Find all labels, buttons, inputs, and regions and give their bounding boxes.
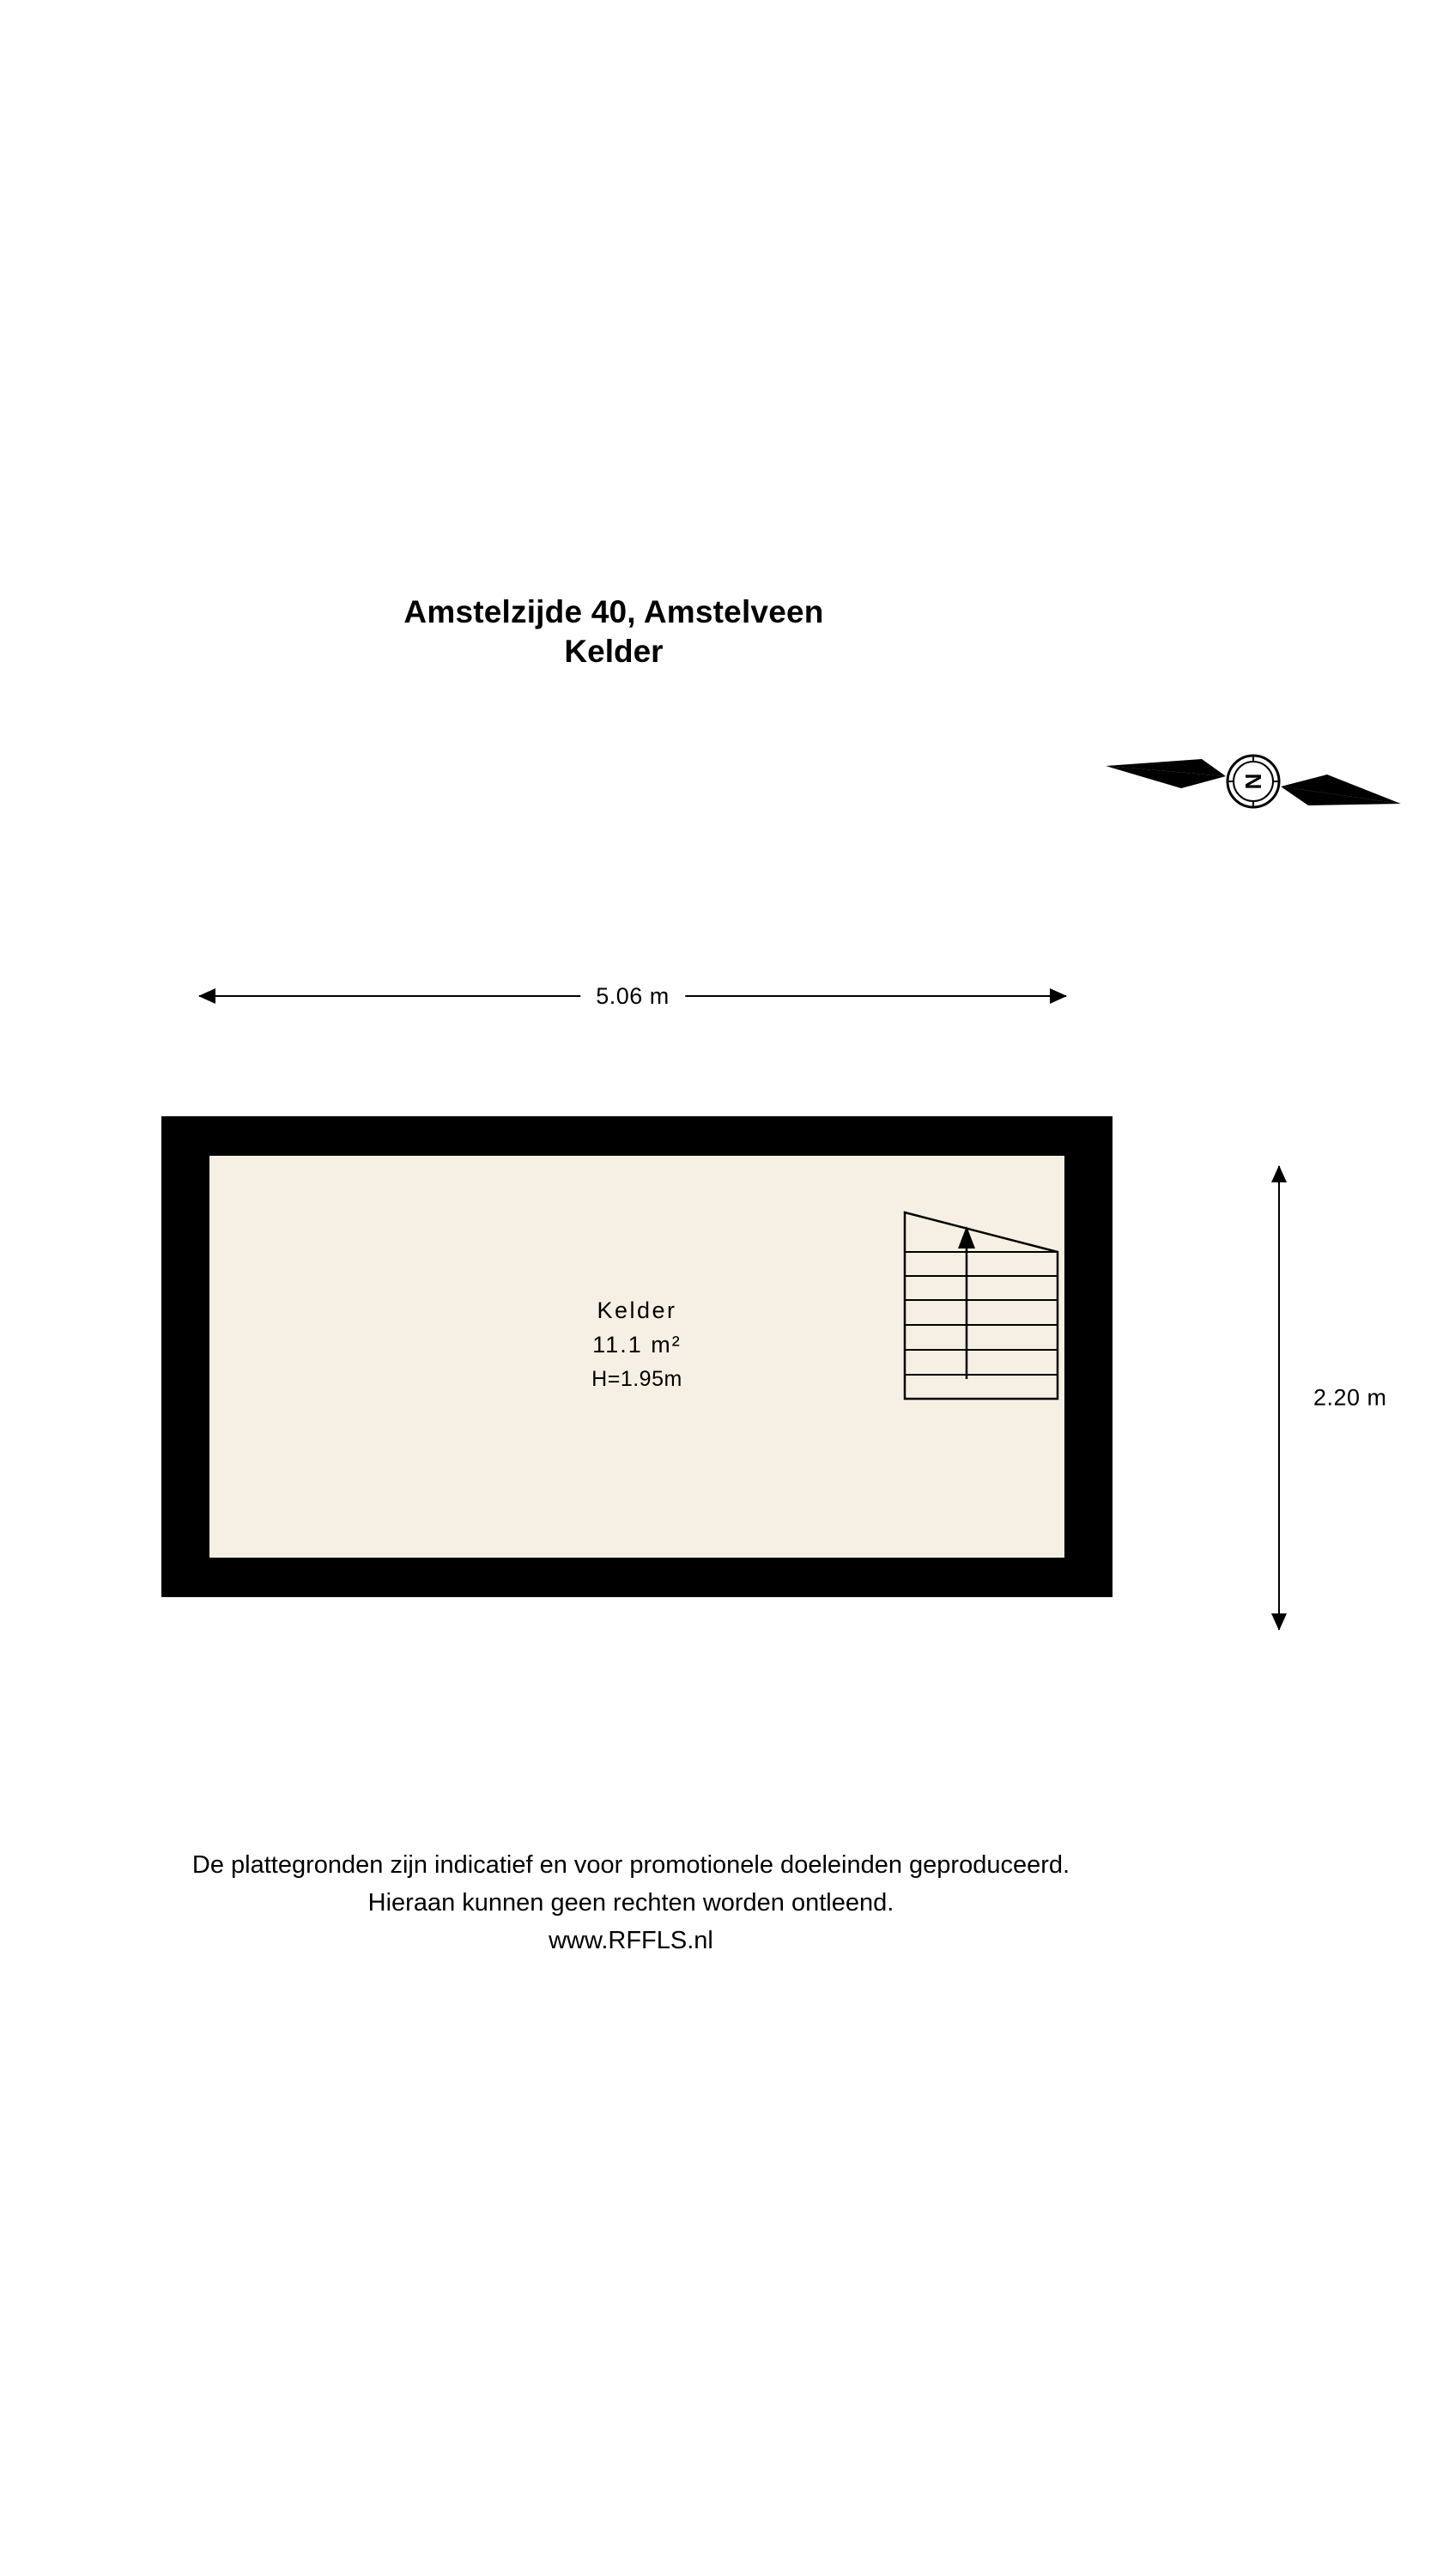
compass-north-label: N xyxy=(1240,773,1266,790)
floor-title: Kelder xyxy=(564,634,664,669)
room-area: 11.1 m² xyxy=(592,1332,682,1358)
dimension-width xyxy=(199,979,1066,1013)
footer-line-1: De plattegronden zijn indicatief en voor promotionele doeleinden geproduceerd. xyxy=(191,1851,1070,1879)
staircase-icon xyxy=(903,1207,1059,1400)
dimension-width-label: 5.06 m xyxy=(580,979,685,1013)
room-ceiling-height: H=1.95m xyxy=(591,1367,682,1391)
page-title: Amstelzijde 40, Amstelveen xyxy=(403,594,824,629)
floorplan-walls xyxy=(161,1116,1113,1597)
dimension-width-arrow-right xyxy=(1050,988,1067,1004)
footer-disclaimer xyxy=(0,1846,1262,1959)
dimension-height-line xyxy=(1278,1166,1280,1630)
footer-line-2: Hieraan kunnen geen rechten worden ontleend. xyxy=(367,1889,894,1917)
dimension-height-label: 2.20 m xyxy=(1313,1384,1387,1411)
dimension-height-arrow-up xyxy=(1271,1165,1287,1182)
dimension-height xyxy=(1262,1166,1387,1630)
dimension-width-arrow-left xyxy=(198,988,215,1004)
dimension-height-arrow-down xyxy=(1271,1613,1287,1631)
title-block xyxy=(0,592,1228,671)
compass-rose xyxy=(1099,721,1408,841)
room-name: Kelder xyxy=(597,1297,677,1323)
room-kelder xyxy=(209,1156,1064,1558)
footer-website: www.RFFLS.nl xyxy=(549,1927,713,1954)
